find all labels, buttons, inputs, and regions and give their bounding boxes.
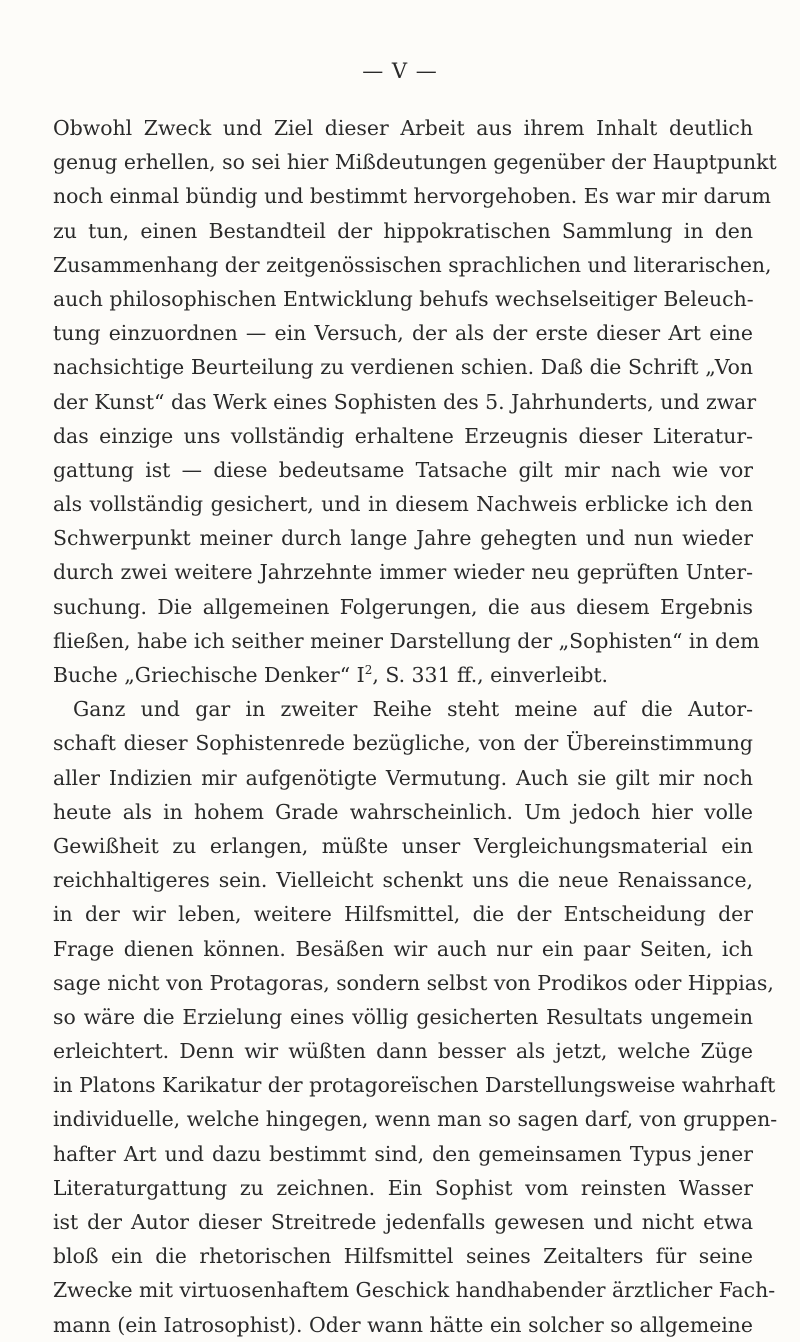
text-line: gattung ist — diese bedeutsame Tatsache gilt mir nach wie vor (53, 457, 753, 482)
text-line: reichhaltigeres sein. Vielleicht schenkt uns die neue Renaissance, (53, 868, 753, 893)
text-line: ist der Autor dieser Streitrede jedenfalls gewesen und nicht etwa (53, 1210, 753, 1234)
text-line: heute als in hohem Grade wahrscheinlich. Um jedoch hier volle (53, 799, 753, 824)
text-line: Obwohl Zweck und Ziel dieser Arbeit aus ihrem Inhalt deutlich (53, 116, 753, 140)
text-line: genug erhellen, so sei hier Mißdeutungen gegenüber der Hauptpunkt (53, 150, 777, 175)
paragraph-start-line: Ganz und gar in zweiter Reihe steht meine auf die Autor- (73, 697, 753, 722)
text-line: Schwerpunkt meiner durch lange Jahre gehegten und nun wieder (53, 526, 753, 551)
text-line: Frage dienen können. Besäßen wir auch nur ein paar Seiten, ich (53, 936, 753, 961)
text-line: tung einzuordnen — ein Versuch, der als der erste dieser Art eine (53, 321, 753, 346)
text-line: fließen, habe ich seither meiner Darstellung der „Sophisten“ in dem (53, 628, 760, 653)
reference-text: Buche „Griechische Denker“ I (53, 663, 365, 687)
edition-superscript: 2 (364, 663, 373, 677)
text-line: aller Indizien mir aufgenötigte Vermutung. Auch sie gilt mir noch (53, 765, 753, 790)
text-line: suchung. Die allgemeinen Folgerungen, die aus diesem Ergebnis (53, 594, 753, 619)
text-line: Literaturgattung zu zeichnen. Ein Sophist vom reinsten Wasser (53, 1175, 753, 1200)
text-line: so wäre die Erzielung eines völlig gesicherten Resultats ungemein (53, 1004, 753, 1029)
text-line: in Platons Karikatur der protagoreïschen Darstellungsweise wahrhaft (53, 1073, 776, 1098)
text-line: individuelle, welche hingegen, wenn man so sagen darf, von gruppen- (53, 1107, 778, 1132)
text-line-with-reference (53, 658, 753, 692)
text-line: als vollständig gesichert, und in diesem Nachweis erblicke ich den (53, 492, 753, 517)
text-line: nachsichtige Beurteilung zu verdienen schien. Daß die Schrift „Von (53, 355, 753, 380)
text-line: auch philosophischen Entwicklung behufs wechselseitiger Beleuch- (53, 286, 754, 311)
text-line: sage nicht von Protagoras, sondern selbst von Prodikos oder Hippias, (53, 970, 774, 995)
text-line: der Kunst“ das Werk eines Sophisten des 5. Jahrhunderts, und zwar (53, 389, 757, 414)
reference-pages: , S. 331 ff., einverleibt. (372, 663, 609, 687)
text-line: erleichtert. Denn wir wüßten dann besser als jetzt, welche Züge (53, 1039, 753, 1064)
text-line: mann (ein Iatrosophist). Oder wann hätte ein solcher so allgemeine (53, 1312, 753, 1337)
text-line: Zusammenhang der zeitgenössischen sprachlichen und literarischen, (53, 252, 772, 277)
text-line: noch einmal bündig und bestimmt hervorgehoben. Es war mir darum (53, 184, 771, 209)
text-line: Zwecke mit virtuosenhaftem Geschick handhabender ärztlicher Fach- (53, 1278, 776, 1303)
text-line: das einzige uns vollständig erhaltene Erzeugnis dieser Literatur- (53, 423, 753, 448)
text-line: bloß ein die rhetorischen Hilfsmittel seines Zeitalters für seine (53, 1244, 753, 1269)
text-line: schaft dieser Sophistenrede bezügliche, von der Übereinstimmung (53, 731, 753, 756)
text-line: hafter Art und dazu bestimmt sind, den gemeinsamen Typus jener (53, 1141, 753, 1166)
body-text (53, 111, 778, 1342)
text-line: durch zwei weitere Jahrzehnte immer wieder neu geprüften Unter- (53, 560, 753, 585)
text-line: zu tun, einen Bestandteil der hippokratischen Sammlung in den (53, 218, 753, 243)
page-number: — V — (362, 59, 438, 83)
text-line: Gewißheit zu erlangen, müßte unser Vergleichungsmaterial ein (53, 833, 753, 858)
text-line: in der wir leben, weitere Hilfsmittel, die der Entscheidung der (53, 902, 753, 927)
